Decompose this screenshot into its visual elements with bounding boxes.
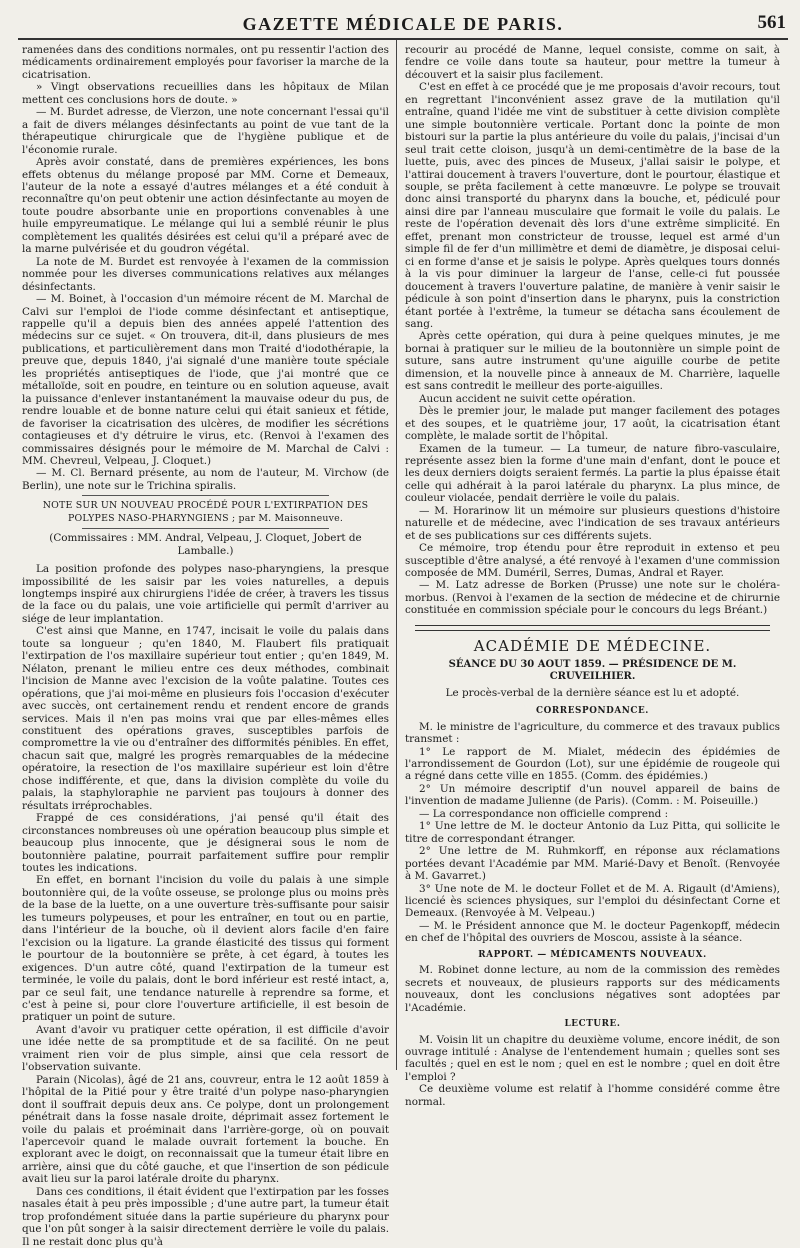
left-column: [22, 44, 389, 1248]
paragraph: 3° Une note de M. le docteur Follet et de M. A. Rigault (d'Amiens), licencié ès sciences physiques, sur l'emploi du désinfectant Corne et Demeaux. (Renvoyée à M. Velpeau.): [405, 882, 780, 920]
paragraph: M. Robinet donne lecture, au nom de la commission des remèdes secrets et nouveaux, de plusieurs rapports sur des médicaments nouveaux, dont les conclusions négatives sont adoptées par l'Académie.: [405, 964, 780, 1014]
paragraph: — M. Cl. Bernard présente, au nom de l'auteur, M. Virchow (de Berlin), une note sur le Trichina spiralis.: [22, 467, 389, 492]
paragraph: Avant d'avoir vu pratiquer cette opération, il est difficile d'avoir une idée nette de sa promptitude et de sa facilité. On ne peut vraiment rien voir de plus simple, ainsi que cela ressort de l'observation suivante.: [22, 1023, 389, 1074]
section-rule: [82, 528, 329, 529]
section-double-rule: [415, 625, 770, 631]
paragraph: 2° Une lettre de M. Ruhmkorff, en réponse aux réclamations portées devant l'Académie par MM. Marié-Davy et Benoît. (Renvoyée à M. Gavarret.): [405, 845, 780, 883]
paragraph: — M. Horarinow lit un mémoire sur plusieurs questions d'histoire naturelle et de médecine, avec l'indication de ses travaux antérieurs et de ses publications sur ces différents sujets.: [405, 504, 780, 542]
right-column: [405, 44, 780, 1108]
paragraph: Aucun accident ne suivit cette opération.: [419, 392, 636, 405]
paragraph: Dans ces conditions, il était évident que l'extirpation par les fosses nasales était à peu près impossible ; d'une autre part, la tumeur était trop profondément située dans la partie supérieure du pharynx pour que l'on pût songer à la saisir directement derrière le voile du palais. Il ne restait donc plus qu'à: [22, 1185, 389, 1248]
paragraph: » Vingt observations recueillies dans les hôpitaux de Milan mettent ces conclusions hors de doute. »: [22, 81, 389, 106]
paragraph: La note de M. Burdet est renvoyée à l'examen de la commission nommée pour les diverses communications relatives aux mélanges désinfectants.: [22, 255, 389, 293]
paragraph: Parain (Nicolas), âgé de 21 ans, couvreur, entra le 12 août 1859 à l'hôpital de la Pitié pour y être traité d'un polype naso-pharyngien dont il souffrait depuis deux ans. Ce polype, dont un prolongement pénétrait dans la fosse nasale droite, déprimait assez fortement le voile du palais et proéminait dans l'arrière-gorge, où on pouvait l'apercevoir quand le malade ouvrait fortement la bouche. En explorant avec le doigt, on reconnaissait que la tumeur était libre en arrière, ainsi que du côté gauche, et que l'insertion de son pédicule avait lieu sur la paroi latérale droite du pharynx.: [22, 1073, 389, 1186]
commissaires: (Commissaires : MM. Andral, Velpeau, J. Cloquet, Jobert de Lamballe.): [49, 532, 362, 557]
paragraph: La position profonde des polypes naso-pharyngiens, la presque impossibilité de les saisir par les voies naturelles, a depuis longtemps inspiré aux chirurgiens l'idée de créer, à travers les tissus de la face ou du palais, une voie artificielle qui permît d'arriver au siége de leur implantation.: [22, 563, 389, 625]
paragraph: C'est en effet à ce procédé que je me proposais d'avoir recours, tout en regrettant l'inconvénient assez grave de la mutilation qu'il entraîne, quand l'idée me vint de substituer à cette division complète une simple boutonnière verticale. Portant donc la pointe de mon bistouri sur la partie la plus antérieure du voile du palais, j'incisai d'un seul trait cette cloison, jusqu'à un demi-centimètre de la base de la luette, puis, avec des pinces de Museux, j'allai saisir le polype, et l'attirai doucement à travers l'ouverture, dont le pourtour, élastique et souple, se prêta facilement à cette manœuvre. Le polype se trouvait donc ainsi transporté du pharynx dans la bouche, et, pédiculé pour ainsi dire par l'anneau musculaire que formait le voile du palais. Le reste de l'opération devenait dès lors d'une extrême simplicité. En effet, prenant mon constricteur de trousse, lequel est armé d'un simple fil de fer d'un millimètre et demi de diamètre, je disposai celui-ci en forme d'anse et je saisis le polype. Après quelques tours donnés à la vis pour diminuer la largeur de l'anse, celle-ci fut poussée doucement à travers l'ouverture palatine, de manière à venir saisir le pédicule à son point d'insertion dans le pharynx, puis la constriction étant portée à l'extrême, la tumeur se détacha sans écoulement de sang.: [405, 81, 780, 330]
paragraph: — M. Boinet, à l'occasion d'un mémoire récent de M. Marchal de Calvi sur l'emploi de l'iode comme désinfectant et antiseptique, rappelle qu'il a depuis bien des années appelé l'attention des médecins sur ce sujet. « On trouvera, dit-il, dans plusieurs de mes publications, et particulièrement dans mon Traité d'iodothérapie, la preuve que, depuis 1840, j'ai signalé d'une manière toute spéciale les propriétés antiseptiques de l'iode, que j'ai montré que ce métalloïde, soit en poudre, en teinture ou en solution aqueuse, avait la puissance d'enlever instantanément la mauvaise odeur du pus, de rendre louable et de bonne nature celui qui était sanieux et fétide, de favoriser la cicatrisation des ulcères, de modifier les sécrétions contagieuses et d'y détruire le virus, etc. (Renvoi à l'examen des commissaires désignés pour le mémoire de M. Marchal de Calvi : MM. Chevreul, Velpeau, J. Cloquet.): [22, 293, 389, 467]
paragraph: 1° Le rapport de M. Mialet, médecin des épidémies de l'arrondissement de Gourdon (Lot), sur une épidémie de rougeole qui a régné dans cette ville en 1855. (Comm. des épidémies.): [405, 745, 780, 783]
academie-title: ACADÉMIE DE MÉDECINE.: [473, 636, 712, 655]
paragraph: 1° Une lettre de M. le docteur Antonio da Luz Pitta, qui sollicite le titre de correspondant étranger.: [405, 820, 780, 845]
paragraph: — M. le Président annonce que M. le docteur Pagenkopff, médecin en chef de l'hôpital des ouvriers de Moscou, assiste à la séance.: [405, 919, 780, 945]
page-number: 561: [757, 12, 786, 33]
journal-title: GAZETTE MÉDICALE DE PARIS.: [242, 14, 564, 34]
rapport-heading: RAPPORT. — MÉDICAMENTS NOUVEAUX.: [478, 949, 707, 960]
section-rule: [82, 495, 329, 496]
paragraph: M. le ministre de l'agriculture, du commerce et des travaux publics transmet :: [405, 720, 780, 746]
paragraph: Après cette opération, qui dura à peine quelques minutes, je me bornai à pratiquer sur le milieu de la boutonnière un simple point de suture, sans autre instrument qu'une aiguille courbe de petite dimension, et la nouvelle pince à anneaux de M. Charrière, laquelle est sans contredit le meilleur des porte-aiguilles.: [405, 330, 780, 393]
paragraph: Examen de la tumeur. — La tumeur, de nature fibro-vasculaire, représente assez bien la forme d'une main d'enfant, dont le pouce et les deux derniers doigts seraient fermés. La partie la plus épaisse était celle qui adhérait à la paroi latérale du pharynx. La plus mince, de couleur violacée, pendait derrière le voile du palais.: [405, 442, 780, 505]
correspondance-heading: CORRESPONDANCE.: [536, 706, 649, 717]
paragraph: — M. Burdet adresse, de Vierzon, une note concernant l'essai qu'il a fait de divers mélanges désinfectants au point de vue tant de la thérapeutique chirurgicale que de l'hygiène publique et de l'économie rurale.: [22, 106, 389, 156]
note-title: NOTE SUR UN NOUVEAU PROCÉDÉ POUR L'EXTIRPATION DES POLYPES NASO-PHARYNGIENS ; par M. Maisonneuve.: [42, 500, 369, 524]
seance-heading: SÉANCE DU 30 AOUT 1859. — PRÉSIDENCE DE M. CRUVEILHIER.: [448, 658, 737, 683]
paragraph: — La correspondance non officielle comprend :: [419, 807, 669, 820]
paragraph: Ce deuxième volume est relatif à l'homme considéré comme être normal.: [405, 1083, 780, 1108]
paragraph: En effet, en bornant l'incision du voile du palais à une simple boutonnière qui, de la voûte osseuse, se prolonge plus ou moins près de la base de la luette, on a une ouverture très-suffisante pour saisir les tumeurs polypeuses, et pour les entraîner, en tout ou en partie, dans l'intérieur de la bouche, où il devient alors facile d'en faire l'excision ou la ligature. La grande élasticité des tissus qui forment le pourtour de la boutonnière se prête, à cet égard, à toutes les exigences. D'un autre côté, quand l'extirpation de la tumeur est terminée, le voile du palais, dont le bord inférieur est resté intact, a, par ce seul fait, une tendance naturelle à reprendre sa forme, et c'est à peine si, pour clore l'ouverture artificielle, il est besoin de pratiquer un point de suture.: [22, 874, 389, 1024]
paragraph: recourir au procédé de Manne, lequel consiste, comme on sait, à fendre ce voile dans toute sa hauteur, pour mettre la tumeur à découvert et la saisir plus facilement.: [405, 44, 780, 81]
paragraph: ramenées dans des conditions normales, ont pu ressentir l'action des médicaments ordinairement employés pour favoriser la marche de la cicatrisation.: [22, 44, 389, 81]
lecture-heading: LECTURE.: [564, 1019, 621, 1030]
page-header: [18, 10, 788, 38]
paragraph: Ce mémoire, trop étendu pour être reproduit in extenso et peu susceptible d'être analysé, a été renvoyé à l'examen d'une commission composée de MM. Duméril, Serres, Dumas, Andral et Rayer.: [405, 542, 780, 580]
column-divider: [396, 40, 397, 1070]
paragraph: Dès le premier jour, le malade put manger facilement des potages et des soupes, et le quatrième jour, 17 août, la cicatrisation étant complète, le malade sortit de l'hôpital.: [405, 405, 780, 443]
paragraph: M. Voisin lit un chapitre du deuxième volume, encore inédit, de son ouvrage intitulé : Analyse de l'entendement humain ; quelles sont ses facultés ; quel en est le nom ; quel en est le nombre ; quel en doit être l'emploi ?: [405, 1033, 780, 1083]
proces-verbal: Le procès-verbal de la dernière séance est lu et adopté.: [445, 686, 740, 699]
paragraph: C'est ainsi que Manne, en 1747, incisait le voile du palais dans toute sa longueur ; qu'en 1840, M. Flaubert fils pratiquait l'extirpation de l'os maxillaire supérieur tout entier ; qu'en 1849, M. Nélaton, prenant le milieu entre ces deux méthodes, combinait l'incision de Manne avec l'excision de la voûte palatine. Toutes ces opérations, que j'ai moi-même en plusieurs fois l'occasion d'exécuter avec succès, ont certainement rendu et rendent encore de grands services. Mais il n'en pas moins vrai que par elles-mêmes elles constituent des opérations graves, susceptibles parfois de compromettre la vie ou d'entraîner des difformités pénibles. En effet, chacun sait que, malgré les progrès remarquables de la médecine opératoire, la resection de l'os maxillaire supérieur est loin d'être chose indifférente, et que, dans la division complète du voile du palais, la staphyloraphie ne parvient pas toujours à donner des résultats irréprochables.: [22, 625, 389, 812]
paragraph: Après avoir constaté, dans de premières expériences, les bons effets obtenus du mélange proposé par MM. Corne et Demeaux, l'auteur de la note a essayé d'autres mélanges et a été conduit à reconnaître qu'on peut obtenir une action désinfectante au moyen de toute poudre absorbante unie en proportions convenables à une huile empyreumatique. Le mélange qui lui a semblé réunir le plus complètement les qualités désirées est celui qu'il a préparé avec de la marne pulvérisée et du goudron végétal.: [22, 156, 389, 256]
paragraph: 2° Un mémoire descriptif d'un nouvel appareil de bains de l'invention de madame Julienne (de Paris). (Comm. : M. Poiseuille.): [405, 782, 780, 808]
paragraph: Frappé de ces considérations, j'ai pensé qu'il était des circonstances nombreuses où une opération beaucoup plus simple et beaucoup plus innocente, que je désignerai sous le nom de boutonnière palatine, pourrait parfaitement suffire pour remplir toutes les indications.: [22, 812, 389, 874]
paragraph: — M. Latz adresse de Borken (Prusse) une note sur le choléra-morbus. (Renvoi à l'examen de la section de médecine et de chirurnie constituée en commission spéciale pour le concours du legs Bréant.): [405, 579, 780, 617]
header-rule: [18, 38, 788, 40]
